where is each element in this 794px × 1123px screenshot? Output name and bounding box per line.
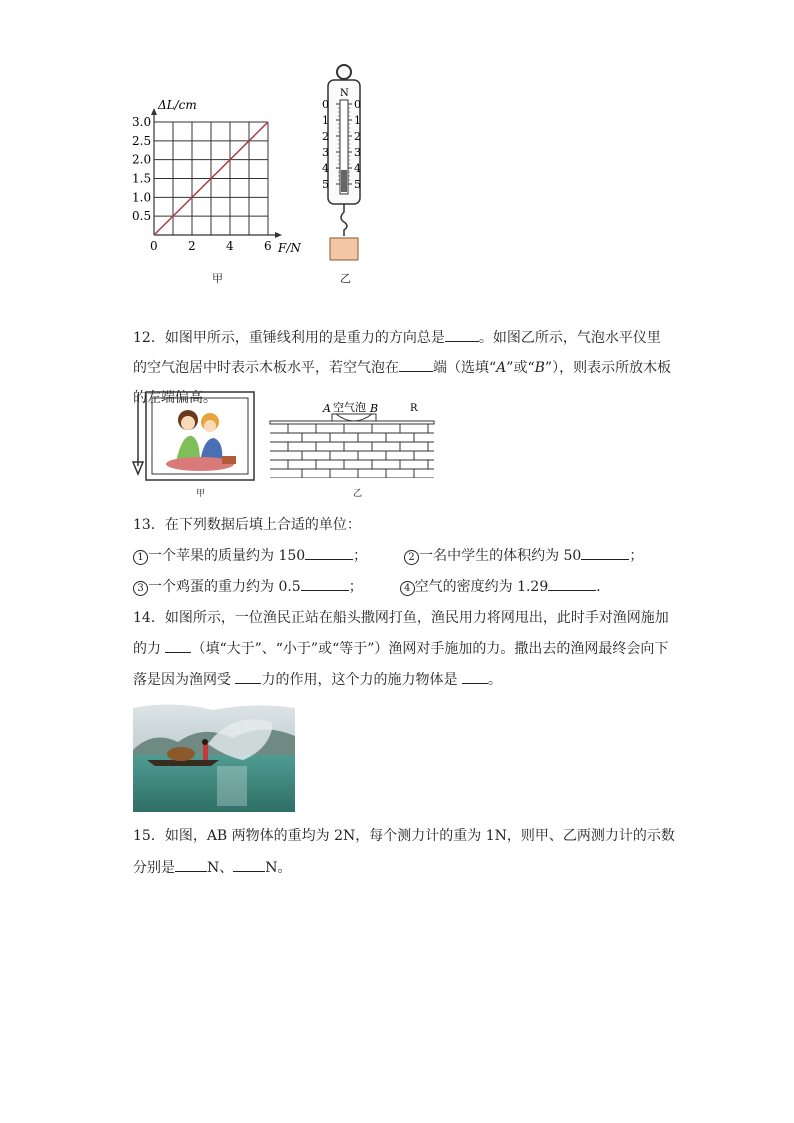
scale-tick-label-right: 3 bbox=[354, 146, 361, 159]
water-reflection bbox=[217, 766, 247, 806]
q15-line1: 15．如图，AB 两物体的重均为 2N，每个测力计的重为 1N，则甲、乙两测力计的示数 bbox=[133, 828, 675, 844]
label-r: R bbox=[410, 403, 418, 414]
stretch-force-chart bbox=[130, 95, 310, 285]
scale-tick-label-left: 3 bbox=[322, 146, 329, 159]
q14-line1: 14．如图所示，一位渔民正站在船头撒网打鱼，渔民用力将网甩出，此时手对渔网施加 bbox=[133, 610, 669, 626]
q14-line3: 落是因为渔网受 力的作用，这个力的施力物体是 。 bbox=[133, 669, 502, 690]
scale-pointer bbox=[341, 170, 347, 192]
q13-row1: 1 一个苹果的质量约为 150 ； 2 一名中学生的体积约为 50 ； bbox=[133, 545, 643, 566]
q15-blank1[interactable] bbox=[175, 857, 207, 872]
scale-caption: 乙 bbox=[340, 272, 351, 285]
label-b: B bbox=[370, 402, 379, 415]
label-a: A bbox=[323, 402, 331, 415]
level-box bbox=[332, 414, 376, 421]
scale-tick-label-right: 1 bbox=[354, 114, 361, 127]
q12-blank1[interactable] bbox=[445, 327, 479, 342]
scale-tick-label-right: 5 bbox=[354, 178, 361, 191]
fisherman-figure bbox=[203, 744, 208, 760]
q12-line1: 12．如图甲所示，重锤线利用的是重力的方向总是 。如图乙所示，气泡水平仪里 bbox=[133, 327, 661, 348]
q15-line2: 分别是 N、 N。 bbox=[133, 857, 292, 878]
fisherman-photo bbox=[133, 700, 295, 812]
y-axis-label: ΔL/cm bbox=[158, 98, 197, 112]
scale-tick-label-right: 4 bbox=[354, 162, 361, 175]
y-axis-arrow-icon bbox=[151, 108, 157, 115]
boat-canopy bbox=[167, 747, 195, 761]
q13-stem: 13．在下列数据后填上合适的单位： bbox=[133, 517, 361, 533]
scale-tick-label-left: 5 bbox=[322, 178, 329, 191]
q13-blank1[interactable] bbox=[305, 545, 353, 560]
x-tick-label: 0 bbox=[150, 239, 158, 253]
x-tick-label: 2 bbox=[188, 239, 196, 253]
q13-blank2[interactable] bbox=[581, 545, 629, 560]
cartoon-children-icon bbox=[166, 410, 236, 471]
q13-blank4[interactable] bbox=[548, 576, 596, 591]
q12-fig-level bbox=[268, 398, 438, 478]
spring-scale bbox=[318, 62, 378, 262]
q13-item2-number: 2 bbox=[404, 550, 419, 565]
chart-caption: 甲 bbox=[212, 272, 223, 285]
bubble-label: 空气泡 bbox=[333, 401, 366, 414]
hanging-weight bbox=[330, 238, 358, 260]
q12-line3: 的左端偏高。 bbox=[133, 390, 217, 406]
q12-line2: 的空气泡居中时表示木板水平，若空气泡在 端（选填“A”或“B”），则表示所放木板 bbox=[133, 357, 671, 378]
brick-wall bbox=[270, 424, 434, 478]
y-tick-label: 1.0 bbox=[132, 190, 152, 205]
scale-tick-label-right: 2 bbox=[354, 130, 361, 143]
y-tick-label: 2.0 bbox=[132, 152, 152, 167]
y-tick-label: 3.0 bbox=[132, 115, 152, 129]
scale-tick-label-left: 2 bbox=[322, 130, 329, 143]
chart-tick-labels bbox=[132, 115, 272, 253]
q12-left-caption: 甲 bbox=[196, 489, 206, 499]
q14-blank3[interactable] bbox=[462, 669, 488, 684]
scale-tick-label-left: 0 bbox=[322, 98, 329, 111]
scale-hook bbox=[341, 204, 347, 236]
q14-blank2[interactable] bbox=[235, 669, 261, 684]
y-tick-label: 1.5 bbox=[132, 171, 152, 186]
y-tick-label: 0.5 bbox=[132, 209, 152, 224]
scale-ring bbox=[337, 65, 351, 79]
x-tick-label: 6 bbox=[264, 239, 272, 253]
q13-item4-number: 4 bbox=[400, 581, 415, 596]
q12-right-caption: 乙 bbox=[353, 489, 363, 499]
q13-item1-number: 1 bbox=[133, 550, 148, 565]
scale-tick-label-left: 4 bbox=[322, 162, 329, 175]
x-axis-label: F/N bbox=[278, 241, 301, 255]
y-tick-label: 2.5 bbox=[132, 133, 152, 148]
q13-row2: 3 一个鸡蛋的重力约为 0.5 ； 4 空气的密度约为 1.29 ． bbox=[133, 576, 610, 597]
q13-item3-number: 3 bbox=[133, 581, 148, 596]
scale-unit: N bbox=[340, 88, 349, 99]
q12-fig-plumb bbox=[130, 390, 260, 482]
q12-blank2[interactable] bbox=[399, 357, 433, 372]
level-tube bbox=[336, 414, 372, 421]
x-axis-arrow-icon bbox=[275, 232, 282, 238]
x-tick-label: 4 bbox=[226, 239, 234, 253]
q14-line2: 的力 （填“大于”、“小于”或“等于”）渔网对手施加的力。撒出去的渔网最终会向下 bbox=[133, 638, 668, 659]
scale-tick-label-left: 1 bbox=[322, 114, 329, 127]
q15-blank2[interactable] bbox=[233, 857, 265, 872]
q13-blank3[interactable] bbox=[301, 576, 349, 591]
q14-blank1[interactable] bbox=[165, 638, 191, 653]
scale-tick-label-right: 0 bbox=[354, 98, 361, 111]
